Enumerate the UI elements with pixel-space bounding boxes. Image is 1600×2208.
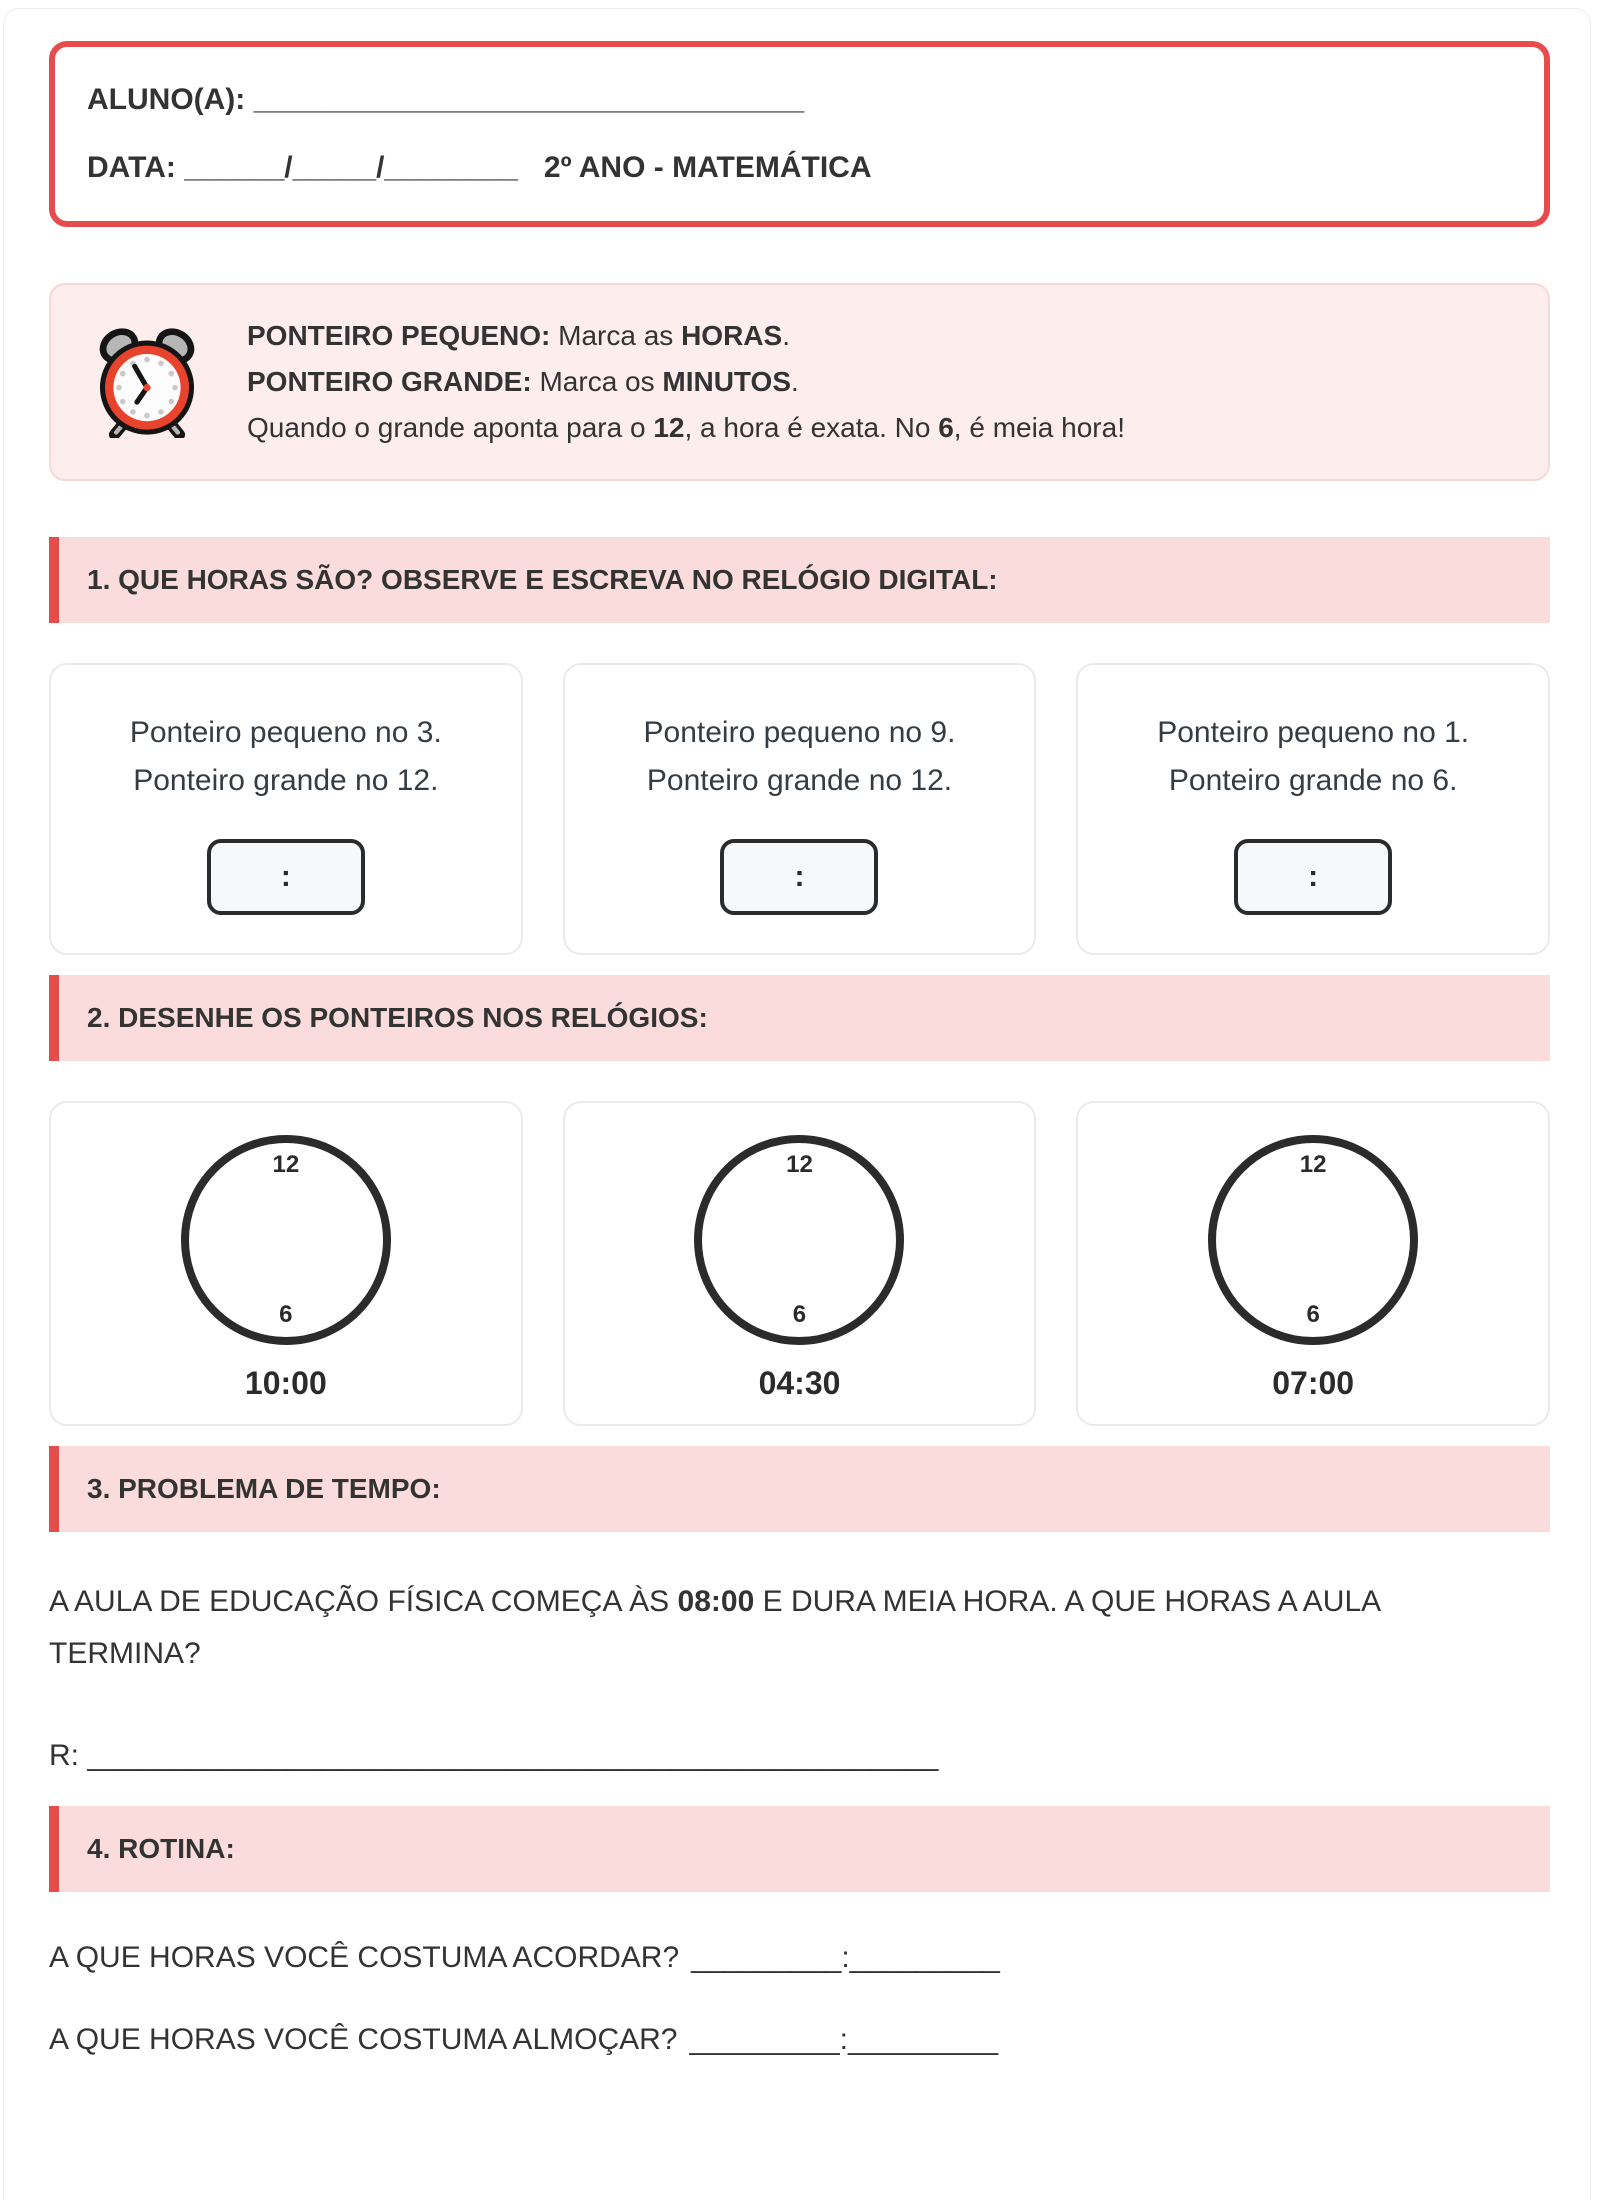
- student-label: ALUNO(A):: [87, 83, 246, 116]
- time-problem-text: A AULA DE EDUCAÇÃO FÍSICA COMEÇA ÀS 08:00 E DURA MEIA HORA. A QUE HORAS A AULA TERMINA?: [49, 1585, 1388, 1670]
- student-line: [87, 77, 1512, 123]
- analog-clock-face-3: [1208, 1135, 1418, 1345]
- routine-question-lunch: A QUE HORAS VOCÊ COSTUMA ALMOÇAR? _________:_________: [49, 2023, 999, 2056]
- minute-blank: _________: [848, 2023, 999, 2056]
- answer-blank-line: ___________________________________________________: [87, 1739, 939, 1772]
- card-instruction-line: Ponteiro pequeno no 1.: [1157, 716, 1470, 749]
- digital-clock-card-3: [1076, 663, 1550, 955]
- rule-exact-half-hour: Quando o grande aponta para o 12, a hora é exata. No 6, é meia hora!: [247, 412, 1125, 443]
- digital-clock-card-1: [49, 663, 523, 955]
- clock-numeral-12: 12: [272, 1151, 300, 1178]
- clock-numeral-12: 12: [786, 1151, 813, 1178]
- digital-clock-answer-box-3: :: [1234, 839, 1392, 915]
- card-instruction-line: Ponteiro grande no 6.: [1168, 764, 1458, 797]
- clock-numeral-6: 6: [279, 1301, 293, 1328]
- analog-clock-card-3: [1076, 1101, 1550, 1426]
- analog-clock-card-1: [49, 1101, 523, 1426]
- answer-label: R:: [49, 1739, 79, 1772]
- card-instruction-line: Ponteiro pequeno no 9.: [643, 716, 956, 749]
- date-blank-line: ______/_____/________: [184, 151, 518, 184]
- student-blank-line: _________________________________: [253, 83, 805, 116]
- answer-line: [49, 1736, 1550, 1776]
- minute-blank: _________: [849, 1941, 1000, 1974]
- pointer-info-box: [49, 283, 1550, 481]
- pointer-rules-text: [247, 313, 1125, 451]
- section-1-cards: [49, 663, 1550, 955]
- clock-time-label-3: 07:00: [1272, 1365, 1355, 1401]
- card-instruction-line: Ponteiro grande no 12.: [133, 764, 439, 797]
- clock-numeral-12: 12: [1299, 1151, 1327, 1178]
- grade-title: 2º ANO - MATEMÁTICA: [543, 151, 872, 184]
- date-line: [87, 145, 1512, 191]
- digital-clock-card-2: [563, 663, 1037, 955]
- hour-blank: _________: [691, 1941, 842, 1974]
- analog-clock-face-2: [694, 1135, 904, 1345]
- clock-numeral-6: 6: [1306, 1301, 1320, 1328]
- card-instruction-line: Ponteiro grande no 12.: [646, 764, 953, 797]
- clock-time-label-2: 04:30: [758, 1365, 841, 1401]
- digital-clock-answer-box-1: :: [207, 839, 365, 915]
- section-1-header: 1. QUE HORAS SÃO? OBSERVE E ESCREVA NO RELÓGIO DIGITAL:: [49, 537, 1550, 623]
- analog-clock-card-2: [563, 1101, 1037, 1426]
- analog-clock-face-1: [181, 1135, 391, 1345]
- section-3-header: 3. PROBLEMA DE TEMPO:: [49, 1446, 1550, 1532]
- worksheet-page: [3, 8, 1591, 2200]
- clock-numeral-6: 6: [792, 1301, 807, 1328]
- rule-small-hand: PONTEIRO PEQUENO: Marca as HORAS.: [247, 320, 790, 351]
- section-2-header: 2. DESENHE OS PONTEIROS NOS RELÓGIOS:: [49, 975, 1550, 1061]
- routine-question-wake-up: A QUE HORAS VOCÊ COSTUMA ACORDAR? _________:_________: [49, 1941, 1000, 1974]
- digital-clock-answer-box-2: :: [720, 839, 878, 915]
- section-2-cards: [49, 1101, 1550, 1426]
- rule-big-hand: PONTEIRO GRANDE: Marca os MINUTOS.: [247, 366, 799, 397]
- hour-blank: _________: [689, 2023, 840, 2056]
- section-4-header: 4. ROTINA:: [49, 1806, 1550, 1892]
- alarm-clock-icon: [91, 326, 203, 438]
- student-info-box: [49, 41, 1550, 227]
- date-label: DATA:: [87, 151, 176, 184]
- card-instruction-line: Ponteiro pequeno no 3.: [129, 716, 442, 749]
- clock-time-label-1: 10:00: [244, 1365, 327, 1401]
